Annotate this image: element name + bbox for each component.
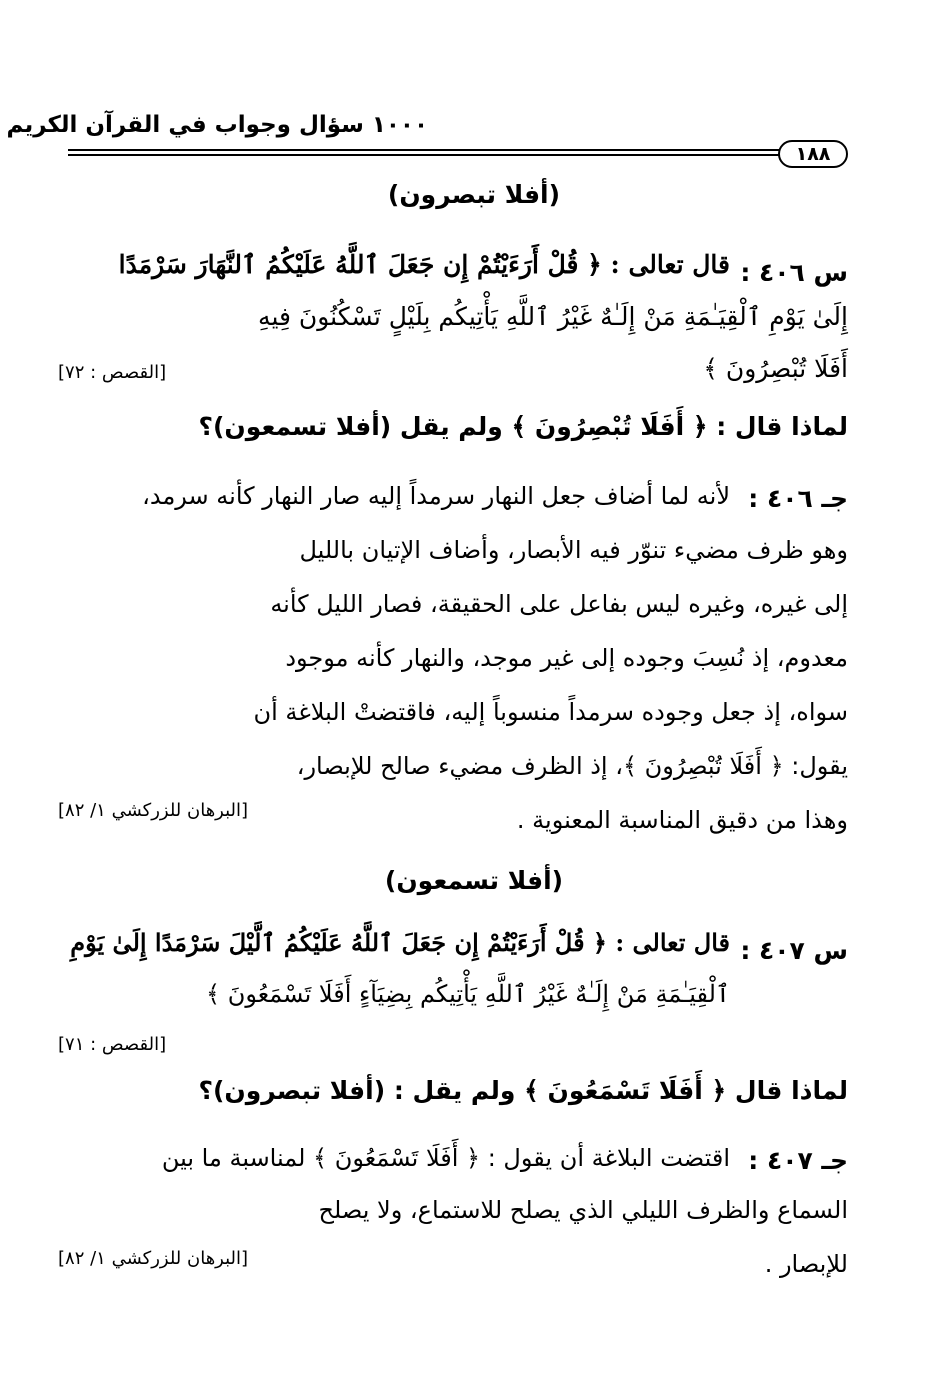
quran-reference: [القصص : ٧١] [58,1034,167,1055]
question-label: س ٤٠٧ : [740,936,848,965]
section-heading: (أفلا تبصرون) [387,180,561,209]
answer-line: يقول: ﴿ أَفَلَا تُبْصِرُونَ ﴾، إذ الظرف مضيء صالح للإبصار، [296,752,848,780]
answer-line: للإبصار . [764,1250,848,1278]
page-number: ١٨٨ [778,140,848,168]
header-rule [68,149,780,156]
question-line: ٱلْقِيَـٰمَةِ مَنْ إِلَـٰهٌ غَيْرُ ٱللَّهِ يَأْتِيكُم بِضِيَآءٍ أَفَلَا تَسْمَعُونَ ﴾ [206,980,730,1008]
question-line: قال تعالى : ﴿ قُلْ أَرَءَيْتُمْ إِن جَعَلَ ٱللَّهُ عَلَيْكُمُ ٱلنَّهَارَ سَرْمَدًا [118,250,730,279]
source-reference: [البرهان للزركشي ١/ ٨٢] [58,800,249,821]
answer-line: معدوم، إذ نُسِبَ وجوده إلى غير موجد، والنهار كأنه موجود [285,644,848,672]
answer-label: جـ ٤٠٧ : [748,1146,848,1175]
source-reference: [البرهان للزركشي ١/ ٨٢] [58,1248,249,1269]
why-question: لماذا قال : ﴿ أَفَلَا تُبْصِرُونَ ﴾ ولم يقل (أفلا تسمعون)؟ [198,412,848,441]
question-line: قال تعالى : ﴿ قُلْ أَرَءَيْتُمْ إِن جَعَلَ ٱللَّهُ عَلَيْكُمُ ٱلَّيْلَ سَرْمَدًا إِلَىٰ يَوْمِ [70,928,730,957]
answer-line: اقتضت البلاغة أن يقول : ﴿ أَفَلَا تَسْمَعُونَ ﴾ لمناسبة ما بين [161,1144,730,1172]
answer-line: إلى غيره، وغيره ليس بفاعل على الحقيقة، فصار الليل كأنه [270,590,848,618]
answer-line: سواه، إذ جعل وجوده سرمداً منسوباً إليه، فاقتضتْ البلاغة أن [253,698,848,726]
answer-line: لأنه لما أضاف جعل النهار سرمداً إليه صار النهار كأنه سرمد، [142,482,730,510]
quran-reference: [القصص : ٧٢] [58,362,167,383]
question-label: س ٤٠٦ : [740,258,848,287]
answer-label: جـ ٤٠٦ : [748,484,848,513]
answer-line: وهو ظرف مضيء تنوّر فيه الأبصار، وأضاف الإتيان بالليل [299,536,848,564]
book-title: ١٠٠٠ سؤال وجواب في القرآن الكريم [6,112,428,138]
section-heading: (أفلا تسمعون) [384,866,564,895]
question-line: أَفَلَا تُبْصِرُونَ ﴾ [703,354,848,383]
why-question: لماذا قال ﴿ أَفَلَا تَسْمَعُونَ ﴾ ولم يقل : (أفلا تبصرون)؟ [198,1076,848,1105]
question-line: إِلَىٰ يَوْمِ ٱلْقِيَـٰمَةِ مَنْ إِلَـٰهٌ غَيْرُ ٱللَّهِ يَأْتِيكُم بِلَيْلٍ تَسْكُنُونَ فِيهِ [258,302,848,331]
answer-line: السماع والظرف الليلي الذي يصلح للاستماع، ولا يصلح [318,1196,848,1224]
answer-line: وهذا من دقيق المناسبة المعنوية . [516,806,848,834]
